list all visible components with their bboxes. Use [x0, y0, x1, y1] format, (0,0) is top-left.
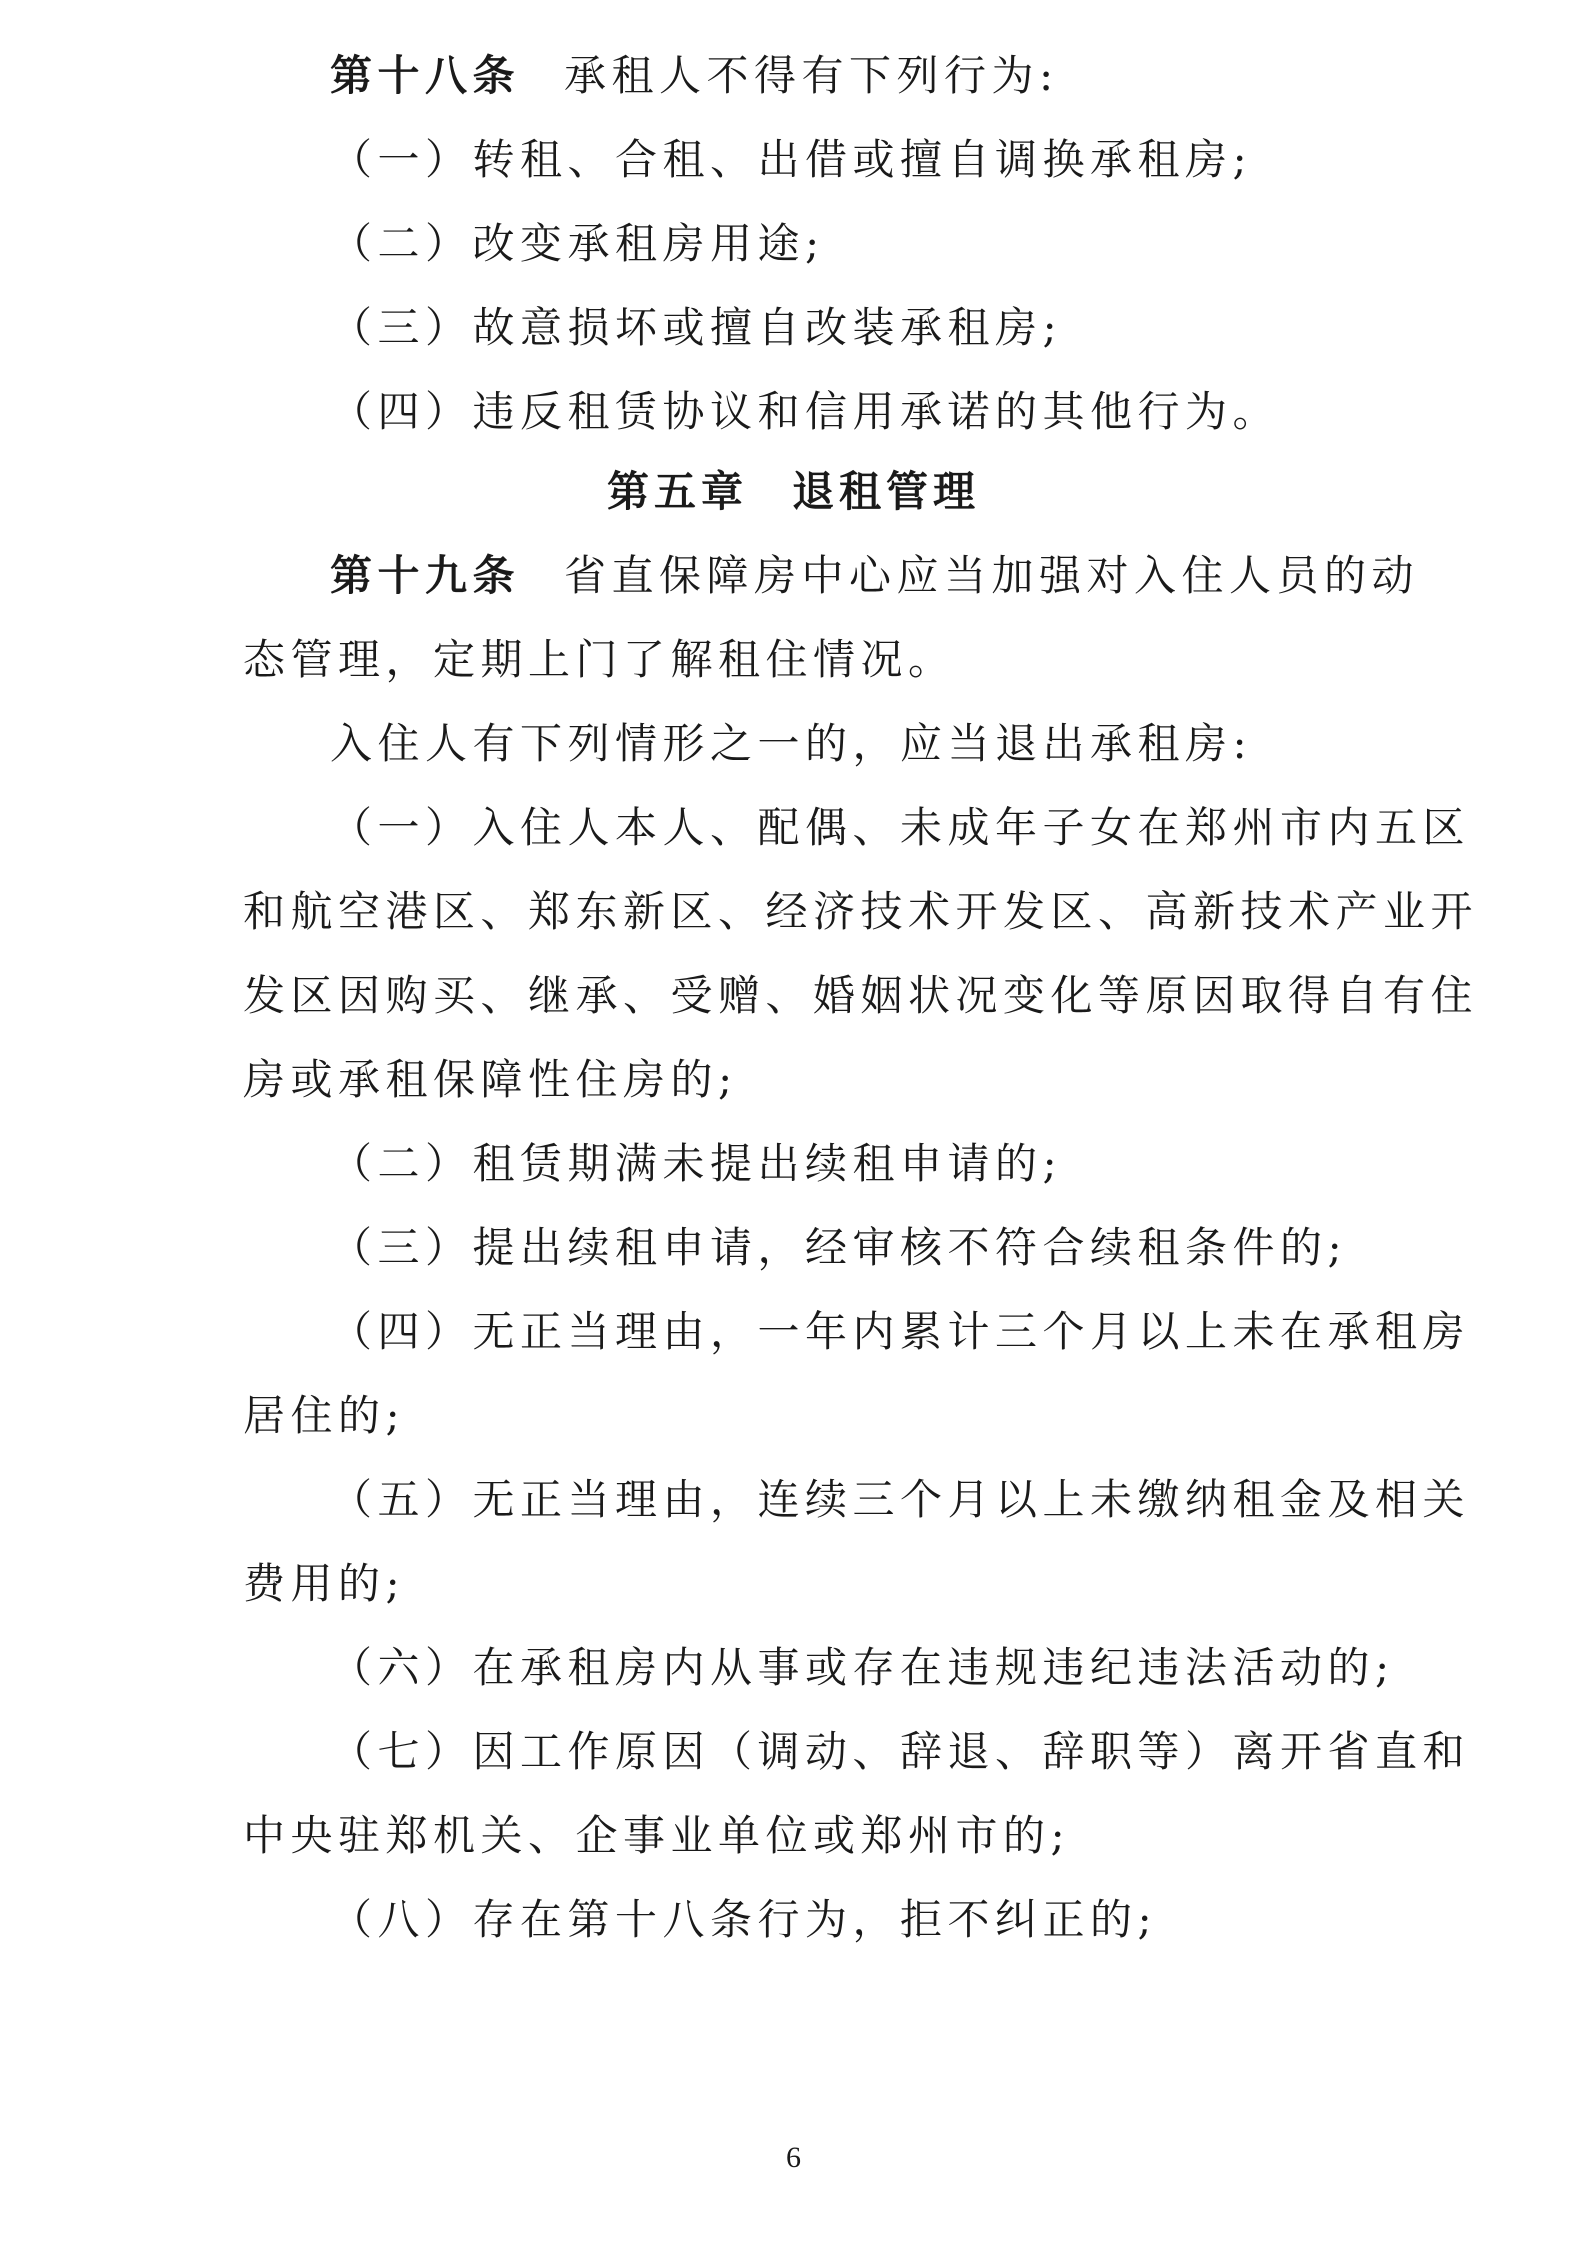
article-19-label: 第十九条: [330, 551, 521, 600]
article-19-line: （五）无正当理由，连续三个月以上未缴纳租金及相关: [330, 1475, 1471, 1524]
article-19-line: （二）租赁期满未提出续租申请的;: [330, 1139, 1063, 1188]
article-19-line: （四）无正当理由，一年内累计三个月以上未在承租房: [330, 1307, 1471, 1356]
article-19-heading: [330, 546, 1419, 606]
article-19-line: 房或承租保障性住房的;: [243, 1055, 738, 1104]
article-19-line: （七）因工作原因（调动、辞退、辞职等）离开省直和: [330, 1727, 1471, 1776]
chapter-title: 退租管理: [792, 467, 981, 516]
chapter-number: 第五章: [606, 467, 748, 516]
article-19-line: 居住的;: [243, 1391, 406, 1440]
article-19-text-1: 省直保障房中心应当加强对入住人员的动: [564, 551, 1420, 600]
article-19-line: （三）提出续租申请，经审核不符合续租条件的;: [330, 1223, 1348, 1272]
article-19-text-2: 态管理，定期上门了解租住情况。: [243, 635, 956, 684]
page-number: 6: [786, 2141, 801, 2174]
chapter-heading: [0, 462, 1587, 522]
article-18-item-3: （三）故意损坏或擅自改装承租房;: [330, 303, 1063, 352]
article-19-line: （八）存在第十八条行为，拒不纠正的;: [330, 1895, 1158, 1944]
article-18-label: 第十八条: [330, 51, 521, 100]
article-19-line: 费用的;: [243, 1559, 406, 1608]
article-18-item-4: （四）违反租赁协议和信用承诺的其他行为。: [330, 387, 1281, 436]
article-19-line: （一）入住人本人、配偶、未成年子女在郑州市内五区: [330, 803, 1471, 852]
article-18-heading: [330, 46, 1059, 106]
article-18-item-2: （二）改变承租房用途;: [330, 219, 825, 268]
article-19-line: （六）在承租房内从事或存在违规违纪违法活动的;: [330, 1643, 1395, 1692]
article-19-intro: 入住人有下列情形之一的，应当退出承租房:: [330, 719, 1253, 768]
article-19-line: 发区因购买、继承、受赠、婚姻状况变化等原因取得自有住: [243, 971, 1479, 1020]
article-19-line: 和航空港区、郑东新区、经济技术开发区、高新技术产业开: [243, 887, 1479, 936]
article-19-line: 中央驻郑机关、企事业单位或郑州市的;: [243, 1811, 1071, 1860]
article-18-item-1: （一）转租、合租、出借或擅自调换承租房;: [330, 135, 1253, 184]
article-18-intro: 承租人不得有下列行为:: [564, 51, 1059, 100]
